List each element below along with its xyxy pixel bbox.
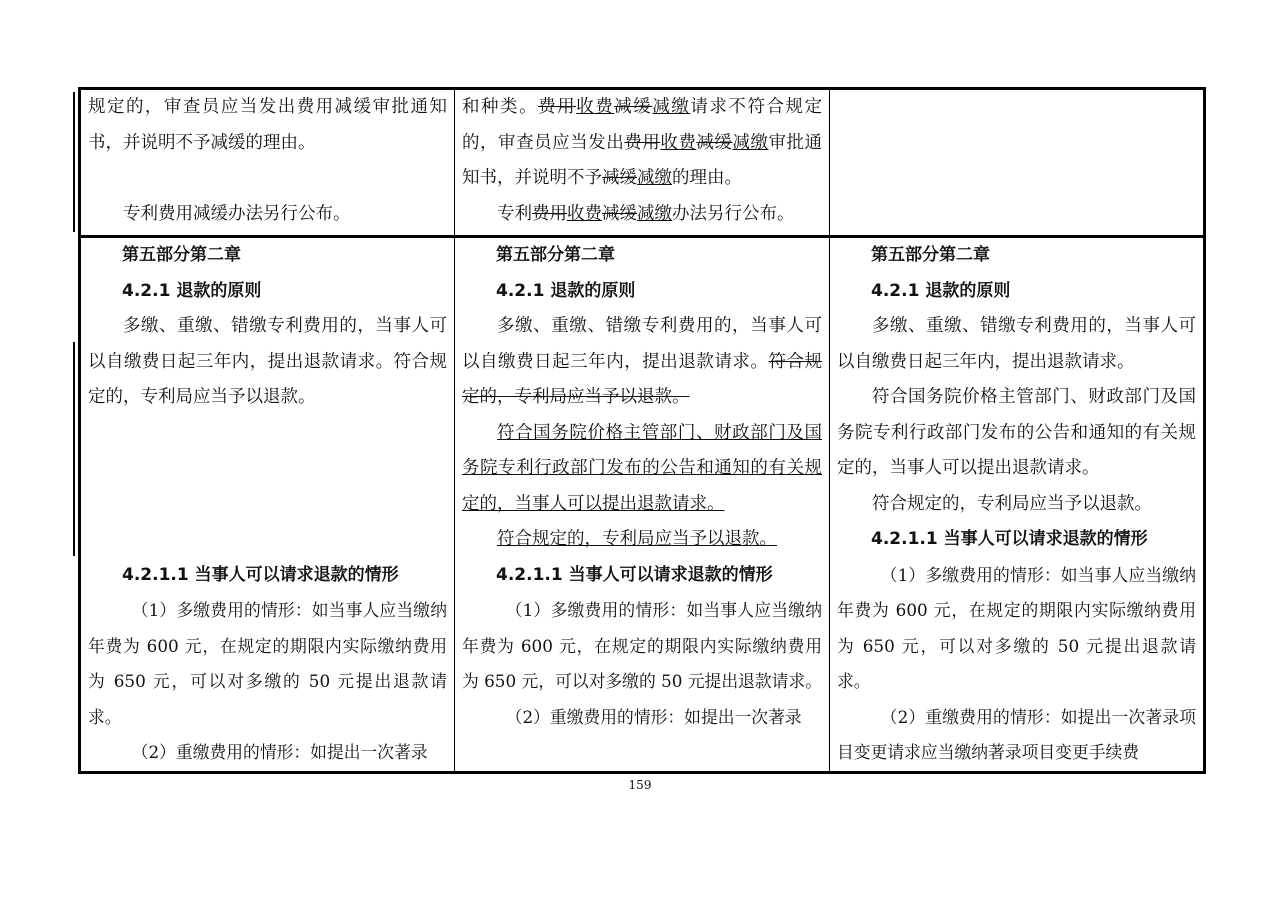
- cell-revision-marked: [455, 237, 830, 773]
- deleted-text: 费用: [624, 132, 661, 153]
- paragraph: 符合国务院价格主管部门、财政部门及国务院专利行政部门发布的公告和通知的有关规定的，当事人可以提出退款请求。: [837, 387, 1196, 478]
- section-heading: 4.2.1 退款的原则: [122, 280, 262, 301]
- deleted-text: 减缓: [602, 203, 637, 224]
- inserted-text: 收费: [576, 97, 615, 117]
- paragraph: 规定的，审查员应当发出费用减缓审批通知书，并说明不予减缓的理由。: [88, 97, 447, 153]
- revision-change-bar: [73, 342, 75, 556]
- inserted-text: 收费: [567, 203, 602, 224]
- page-number: 159: [628, 778, 652, 792]
- chapter-heading: 第五部分第二章: [496, 245, 615, 265]
- paragraph: 多缴、重缴、错缴专利费用的，当事人可以自缴费日起三年内，提出退款请求。符合规定的，专利局应当予以退款。: [462, 316, 823, 407]
- section-heading: 4.2.1 退款的原则: [871, 280, 1011, 301]
- cell-revision-marked: [455, 89, 830, 237]
- table-row: [80, 89, 1205, 237]
- cell-revised: [830, 237, 1205, 773]
- cell-original: [80, 89, 455, 237]
- paragraph: （2）重缴费用的情形：如提出一次著录: [131, 742, 428, 762]
- paragraph: 多缴、重缴、错缴专利费用的，当事人可以自缴费日起三年内，提出退款请求。: [837, 316, 1196, 372]
- paragraph: （2）重缴费用的情形：如提出一次著录: [505, 706, 802, 727]
- paragraph: 专利费用收费减缓减缴办法另行公布。: [497, 203, 795, 224]
- deleted-text: 符合规定的，专利局应当予以退款。: [462, 351, 823, 407]
- subsection-heading: 4.2.1.1 当事人可以请求退款的情形: [496, 564, 773, 585]
- deleted-text: 费用: [538, 97, 577, 117]
- section-heading: 4.2.1 退款的原则: [496, 280, 636, 301]
- inserted-text: 减缴: [637, 168, 672, 188]
- paragraph: （2）重缴费用的情形：如提出一次著录项目变更请求应当缴纳著录项目变更手续费: [837, 706, 1196, 762]
- inserted-paragraph: 符合规定的，专利局应当予以退款。: [497, 529, 777, 549]
- subsection-heading: 4.2.1.1 当事人可以请求退款的情形: [871, 529, 1148, 549]
- paragraph: 专利费用减缓办法另行公布。: [123, 203, 351, 224]
- inserted-text: 收费: [660, 132, 697, 153]
- inserted-text: 减缴: [637, 203, 672, 224]
- paragraph: 多缴、重缴、错缴专利费用的，当事人可以自缴费日起三年内，提出退款请求。符合规定的，专利局应当予以退款。: [88, 316, 447, 407]
- inserted-text: 减缴: [732, 132, 769, 153]
- table-row: [80, 237, 1205, 773]
- paragraph: （1）多缴费用的情形：如当事人应当缴纳年费为 600 元，在规定的期限内实际缴纳费用为 650 元，可以对多缴的 50 元提出退款请求。: [462, 600, 823, 691]
- paragraph: 符合规定的，专利局应当予以退款。: [872, 493, 1152, 514]
- subsection-heading: 4.2.1.1 当事人可以请求退款的情形: [122, 564, 399, 585]
- deleted-text: 费用: [532, 203, 567, 224]
- paragraph: （1）多缴费用的情形：如当事人应当缴纳年费为 600 元，在规定的期限内实际缴纳费用为 650 元，可以对多缴的 50 元提出退款请求。: [88, 600, 447, 727]
- deleted-text: 减缓: [614, 97, 653, 117]
- cell-revised: [830, 89, 1205, 237]
- comparison-table: [78, 87, 1206, 774]
- cell-original: [80, 237, 455, 773]
- inserted-text: 减缴: [652, 97, 691, 117]
- deleted-text: 减缓: [696, 132, 733, 153]
- deleted-text: 减缓: [602, 168, 637, 188]
- inserted-paragraph: 符合国务院价格主管部门、财政部门及国务院专利行政部门发布的公告和通知的有关规定的，当事人可以提出退款请求。: [462, 422, 822, 514]
- revision-change-bar: [73, 92, 75, 232]
- chapter-heading: 第五部分第二章: [122, 245, 241, 265]
- paragraph: （1）多缴费用的情形：如当事人应当缴纳年费为 600 元，在规定的期限内实际缴纳费用为 650 元，可以对多缴的 50 元提出退款请求。: [837, 564, 1196, 691]
- chapter-heading: 第五部分第二章: [871, 245, 990, 265]
- paragraph: 和种类。费用收费减缓减缴请求不符合规定的，审查员应当发出费用收费减缓减缴审批通知书，并说明不予减缓减缴的理由。: [462, 97, 823, 188]
